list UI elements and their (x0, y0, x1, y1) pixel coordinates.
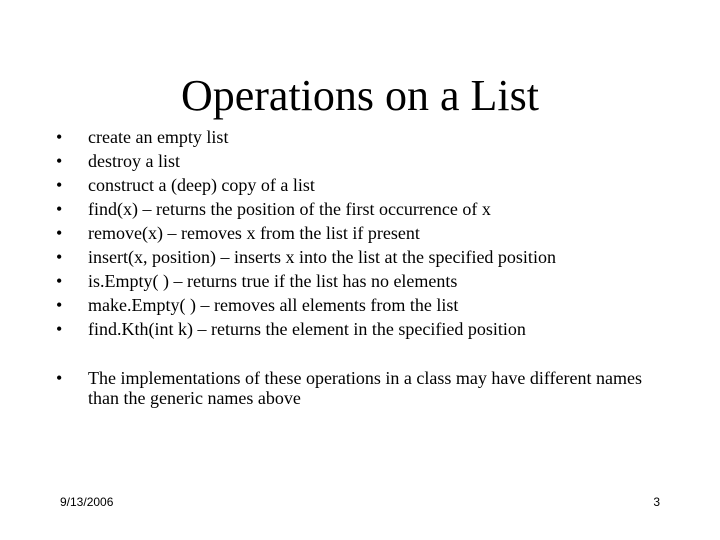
bullet-icon: • (56, 271, 63, 291)
page-number: 3 (653, 495, 660, 509)
list-item-text: make.Empty( ) – removes all elements from the list (88, 295, 459, 315)
bullet-icon: • (56, 368, 63, 388)
note-text: The implementations of these operations in a class may have different names than the generic names above (88, 368, 642, 408)
list-item-text: destroy a list (88, 151, 180, 171)
bullet-icon: • (56, 247, 63, 267)
list-item-text: find.Kth(int k) – returns the element in the specified position (88, 319, 526, 339)
list-item (56, 197, 696, 221)
list-item (56, 125, 696, 149)
list-item (56, 317, 696, 341)
bullet-icon: • (56, 151, 63, 171)
slide-title: Operations on a List (180, 71, 540, 120)
bullet-icon: • (56, 127, 63, 147)
bullet-icon: • (56, 199, 63, 219)
list-item (56, 245, 696, 269)
list-item-text: is.Empty( ) – returns true if the list has no elements (88, 271, 458, 291)
bullet-icon: • (56, 175, 63, 195)
list-item-text: create an empty list (88, 127, 229, 147)
note-item (56, 368, 676, 408)
list-item-text: remove(x) – removes x from the list if present (88, 223, 420, 243)
list-item-text: construct a (deep) copy of a list (88, 175, 315, 195)
list-item (56, 221, 696, 245)
operations-list (56, 125, 696, 341)
list-item (56, 173, 696, 197)
list-item-text: insert(x, position) – inserts x into the list at the specified position (88, 247, 556, 267)
footer-date: 9/13/2006 (60, 495, 114, 509)
bullet-icon: • (56, 295, 63, 315)
bullet-icon: • (56, 319, 63, 339)
note-list (56, 368, 676, 408)
bullet-icon: • (56, 223, 63, 243)
list-item-text: find(x) – returns the position of the first occurrence of x (88, 199, 491, 219)
list-item (56, 269, 696, 293)
list-item (56, 293, 696, 317)
list-item (56, 149, 696, 173)
